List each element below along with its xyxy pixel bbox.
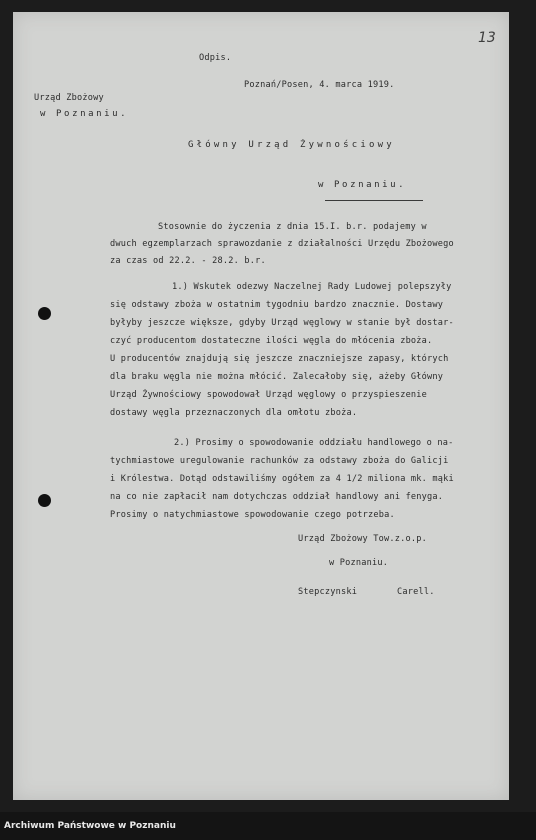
sender-line-1: Urząd Zbożowy [34,93,104,103]
sender-line-2: w Poznaniu. [40,109,129,119]
signature-line-2: w Poznaniu. [329,558,389,568]
body-line: się odstawy zboża w ostatnim tygodniu bardzo znacznie. Dostawy [110,300,444,310]
body-line: 1.) Wskutek odezwy Naczelnej Rady Ludowej polepszyły [172,282,452,292]
page-number: 13 [478,30,496,46]
signature-line-1: Urząd Zbożowy Tow.z.o.p. [298,534,427,544]
copy-label: Odpis. [199,53,232,63]
addressee-underline [325,200,423,201]
body-line: tychmiastowe uregulowanie rachunków za odstawy zboża do Galicji [110,456,449,466]
body-line: Prosimy o natychmiastowe spowodowanie czego potrzeba. [110,510,395,520]
body-line: Urząd Żywnościowy spowodował Urząd węglowy o przyspieszenie [110,390,428,400]
punch-hole [38,307,51,320]
body-line: na co nie zapłacił nam dotychczas oddział handlowy ani fenyga. [110,492,444,502]
document-page [13,12,509,800]
place-date: Poznań/Posen, 4. marca 1919. [244,80,395,90]
addressee-line-2: w Poznaniu. [318,180,407,190]
signature-name-2: Carell. [397,587,435,597]
archive-footer [0,812,536,840]
body-line: dostawy węgla przeznaczonych dla omłotu zboża. [110,408,358,418]
body-line: U producentów znajdują się jeszcze znaczniejsze zapasy, których [110,354,449,364]
body-line: i Królestwa. Dotąd odstawiliśmy ogółem za 4 1/2 miliona mk. mąki [110,474,454,484]
signature-name-1: Stepczynski [298,587,358,597]
body-line: dwuch egzemplarzach sprawozdanie z działalności Urzędu Zbożowego [110,239,454,249]
punch-hole [38,494,51,507]
body-line: 2.) Prosimy o spowodowanie oddziału handlowego o na- [174,438,454,448]
body-line: Stosownie do życzenia z dnia 15.I. b.r. podajemy w [158,222,427,232]
body-line: dla braku węgla nie można młócić. Zalecałoby się, ażeby Główny [110,372,444,382]
addressee-line-1: Główny Urząd Żywnościowy [188,140,395,150]
body-line: czyć producentom dostateczne ilości węgla do młócenia zboża. [110,336,433,346]
body-line: za czas od 22.2. - 28.2. b.r. [110,256,266,266]
body-line: byłyby jeszcze większe, gdyby Urząd węglowy w stanie był dostar- [110,318,454,328]
archive-name: Archiwum Państwowe w Poznaniu [4,821,176,831]
